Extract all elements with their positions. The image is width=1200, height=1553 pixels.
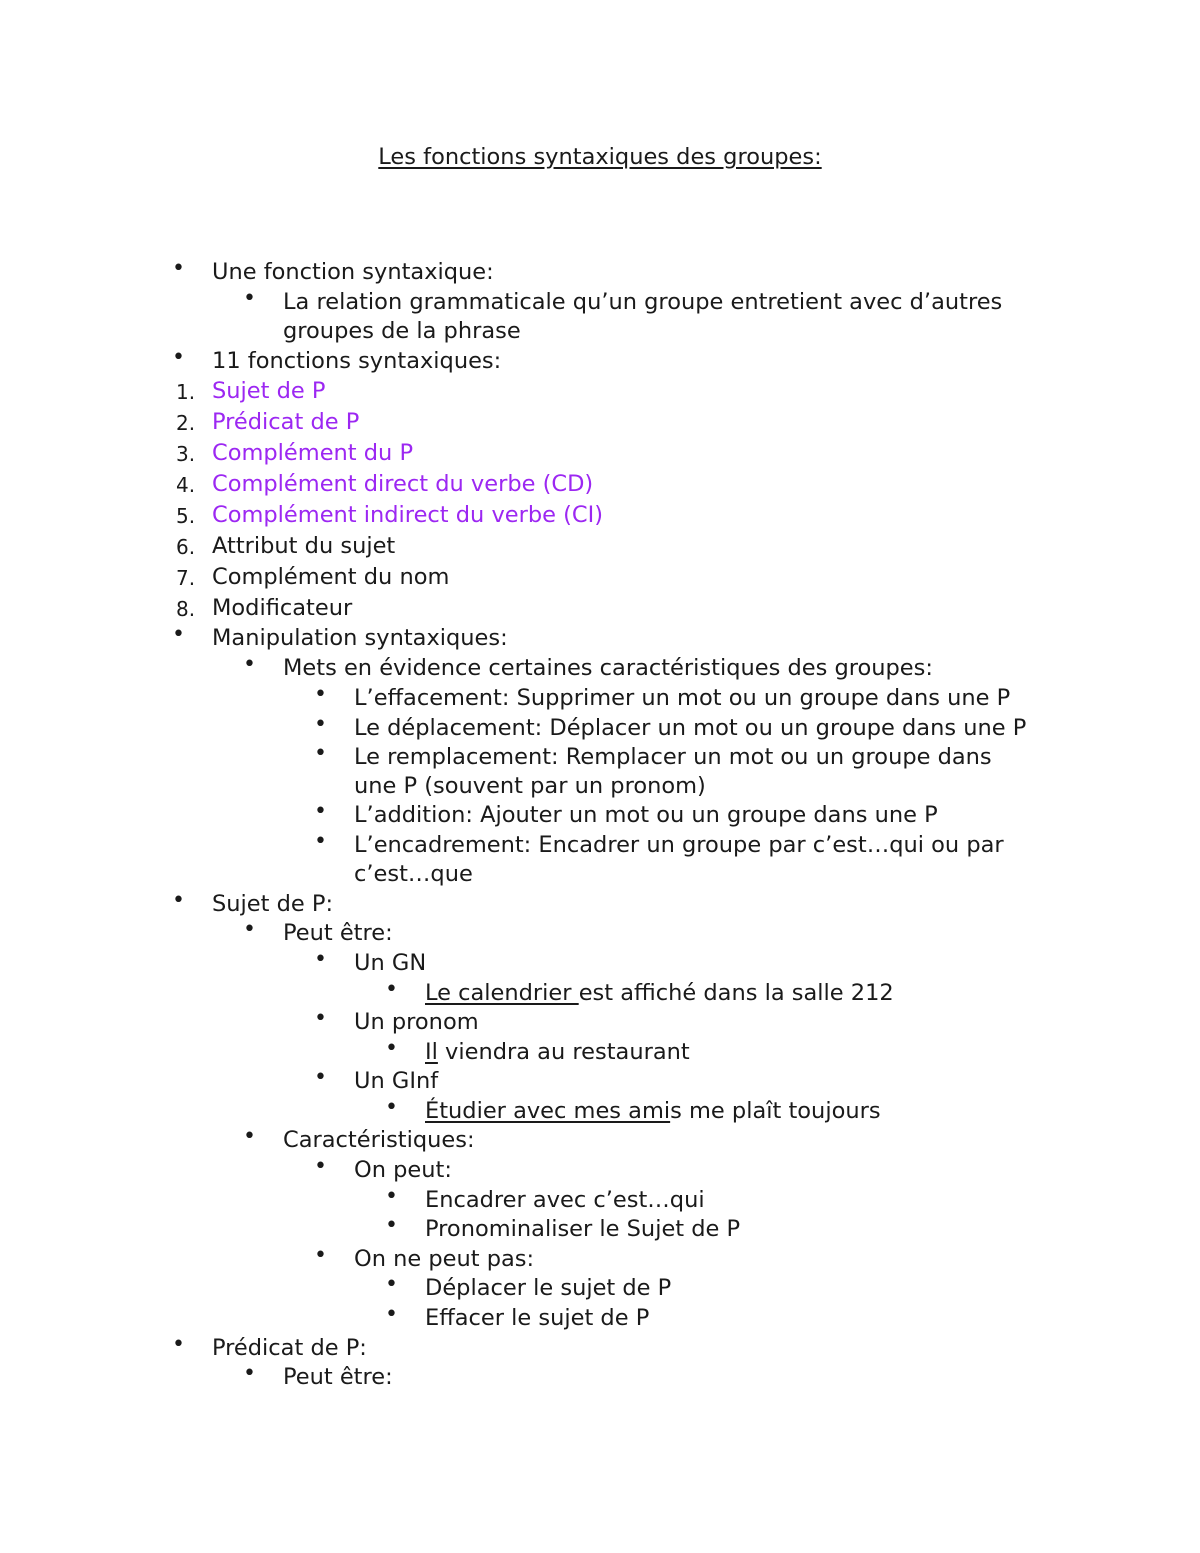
list-item: L’encadrement: Encadrer un groupe par c’est…qui ou par (354, 832, 1004, 858)
bullet-icon: • (172, 1332, 185, 1357)
list-item: Caractéristiques: (283, 1127, 475, 1153)
bullet-icon: • (385, 1036, 398, 1061)
page-title: Les fonctions syntaxiques des groupes: (378, 144, 822, 170)
example-sentence (425, 1037, 690, 1067)
list-item: Le déplacement: Déplacer un mot ou un groupe dans une P (354, 715, 1027, 741)
numbered-item: Complément direct du verbe (CD) (212, 471, 594, 497)
list-item: Prédicat de P: (212, 1335, 367, 1361)
list-number: 5. (176, 504, 196, 528)
list-number: 4. (176, 473, 196, 497)
bullet-icon: • (243, 652, 256, 677)
list-number: 3. (176, 442, 196, 466)
bullet-icon: • (243, 1361, 256, 1386)
example-sentence (425, 1096, 881, 1126)
example-rest: s me plaît toujours (670, 1098, 881, 1124)
bullet-icon: • (243, 286, 256, 311)
list-item: L’effacement: Supprimer un mot ou un groupe dans une P (354, 685, 1011, 711)
example-sentence (425, 978, 894, 1008)
bullet-icon: • (385, 1272, 398, 1297)
list-item: La relation grammaticale qu’un groupe entretient avec d’autres (283, 289, 1003, 315)
list-item: Sujet de P: (212, 891, 334, 917)
underlined-subject: Étudier avec mes ami (425, 1098, 671, 1124)
bullet-icon: • (314, 799, 327, 824)
list-item: Un GN (354, 950, 427, 976)
numbered-item: Complément du nom (212, 564, 450, 590)
underlined-subject: Le calendrier (425, 980, 579, 1006)
list-number: 7. (176, 566, 196, 590)
list-item: On peut: (354, 1157, 452, 1183)
bullet-icon: • (243, 1124, 256, 1149)
list-number: 1. (176, 380, 196, 404)
numbered-item: Modificateur (212, 595, 353, 621)
numbered-item: Sujet de P (212, 378, 326, 404)
bullet-icon: • (385, 1213, 398, 1238)
list-item: Peut être: (283, 920, 393, 946)
bullet-icon: • (385, 1095, 398, 1120)
list-item: Le remplacement: Remplacer un mot ou un groupe dans (354, 744, 992, 770)
list-item: Effacer le sujet de P (425, 1305, 650, 1331)
numbered-item: Complément du P (212, 440, 414, 466)
bullet-icon: • (314, 741, 327, 766)
bullet-icon: • (314, 947, 327, 972)
list-number: 2. (176, 411, 196, 435)
bullet-icon: • (172, 345, 185, 370)
list-item: 11 fonctions syntaxiques: (212, 348, 502, 374)
bullet-icon: • (385, 1302, 398, 1327)
bullet-icon: • (314, 1154, 327, 1179)
list-item: Manipulation syntaxiques: (212, 625, 508, 651)
underlined-subject: Il (425, 1039, 438, 1065)
list-item: Encadrer avec c’est…qui (425, 1187, 705, 1213)
bullet-icon: • (314, 682, 327, 707)
list-item: Un pronom (354, 1009, 479, 1035)
list-item: L’addition: Ajouter un mot ou un groupe dans une P (354, 802, 938, 828)
list-number: 8. (176, 597, 196, 621)
numbered-item: Complément indirect du verbe (CI) (212, 502, 604, 528)
list-item: Déplacer le sujet de P (425, 1275, 672, 1301)
list-item: Mets en évidence certaines caractéristiques des groupes: (283, 655, 933, 681)
bullet-icon: • (314, 829, 327, 854)
bullet-icon: • (385, 1184, 398, 1209)
list-item: Un GInf (354, 1068, 439, 1094)
list-item-continuation: groupes de la phrase (283, 318, 521, 344)
bullet-icon: • (172, 622, 185, 647)
list-item: Une fonction syntaxique: (212, 259, 494, 285)
example-rest: viendra au restaurant (437, 1039, 690, 1065)
bullet-icon: • (172, 888, 185, 913)
list-item-continuation: une P (souvent par un pronom) (354, 773, 706, 799)
list-item: On ne peut pas: (354, 1246, 535, 1272)
list-item-continuation: c’est…que (354, 861, 473, 887)
example-rest: est affiché dans la salle 212 (578, 980, 894, 1006)
bullet-icon: • (314, 1065, 327, 1090)
list-item: Peut être: (283, 1364, 393, 1390)
bullet-icon: • (314, 1006, 327, 1031)
list-number: 6. (176, 535, 196, 559)
list-item: Pronominaliser le Sujet de P (425, 1216, 741, 1242)
numbered-item: Attribut du sujet (212, 533, 396, 559)
bullet-icon: • (314, 712, 327, 737)
bullet-icon: • (172, 256, 185, 281)
bullet-icon: • (385, 977, 398, 1002)
bullet-icon: • (243, 917, 256, 942)
numbered-item: Prédicat de P (212, 409, 360, 435)
bullet-icon: • (314, 1243, 327, 1268)
